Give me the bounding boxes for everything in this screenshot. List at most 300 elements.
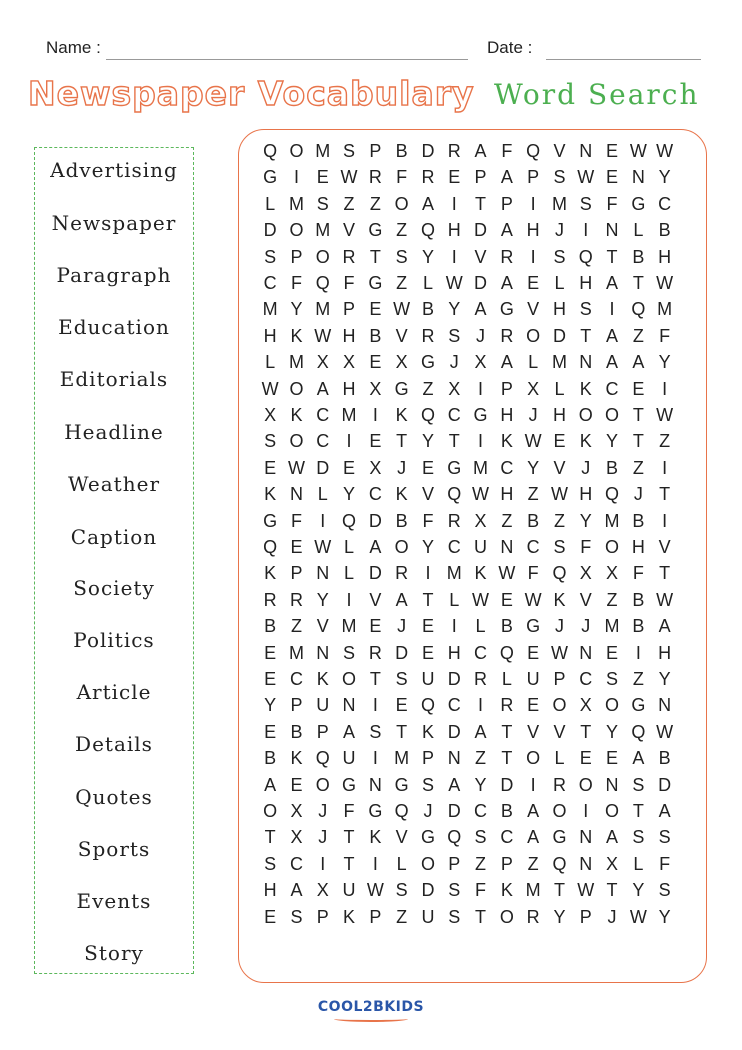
grid-cell[interactable]: O bbox=[289, 378, 304, 399]
grid-cell[interactable]: C bbox=[500, 457, 514, 478]
grid-cell[interactable]: B bbox=[500, 801, 513, 821]
grid-cell[interactable]: P bbox=[474, 167, 487, 188]
grid-cell[interactable]: A bbox=[606, 827, 619, 848]
grid-cell[interactable]: B bbox=[658, 220, 671, 241]
grid-cell[interactable]: L bbox=[528, 352, 539, 373]
grid-cell[interactable]: T bbox=[580, 721, 592, 742]
grid-cell[interactable]: E bbox=[316, 167, 329, 188]
grid-cell[interactable]: H bbox=[579, 484, 593, 505]
grid-cell[interactable]: W bbox=[550, 642, 568, 663]
grid-cell[interactable]: G bbox=[499, 299, 514, 320]
grid-cell[interactable]: Q bbox=[578, 246, 593, 267]
grid-cell[interactable]: O bbox=[526, 748, 541, 769]
grid-cell[interactable]: C bbox=[289, 853, 303, 874]
grid-cell[interactable]: R bbox=[447, 141, 461, 161]
grid-cell[interactable]: T bbox=[369, 669, 381, 689]
grid-cell[interactable]: O bbox=[342, 669, 357, 689]
grid-cell[interactable]: A bbox=[500, 220, 513, 241]
grid-cell[interactable]: E bbox=[369, 352, 382, 373]
grid-cell[interactable]: T bbox=[501, 748, 513, 769]
grid-cell[interactable]: Z bbox=[659, 431, 671, 452]
grid-cell[interactable]: A bbox=[343, 721, 356, 742]
grid-cell[interactable]: Q bbox=[526, 141, 541, 161]
grid-cell[interactable]: D bbox=[552, 325, 566, 346]
grid-cell[interactable]: B bbox=[264, 748, 277, 769]
grid-cell[interactable]: G bbox=[263, 167, 278, 188]
grid-cell[interactable]: E bbox=[395, 695, 408, 716]
grid-cell[interactable]: M bbox=[657, 299, 673, 320]
grid-cell[interactable]: D bbox=[474, 273, 488, 293]
grid-cell[interactable]: E bbox=[290, 774, 303, 795]
grid-cell[interactable]: I bbox=[662, 510, 668, 531]
grid-cell[interactable]: W bbox=[524, 431, 542, 452]
grid-cell[interactable]: Q bbox=[631, 721, 646, 742]
grid-cell[interactable]: E bbox=[264, 906, 277, 927]
grid-cell[interactable]: M bbox=[525, 880, 541, 901]
grid-cell[interactable]: M bbox=[288, 642, 304, 663]
grid-cell[interactable]: F bbox=[475, 880, 487, 901]
grid-cell[interactable]: I bbox=[320, 853, 326, 874]
grid-cell[interactable]: S bbox=[290, 906, 303, 927]
grid-cell[interactable]: N bbox=[289, 484, 303, 505]
grid-cell[interactable]: B bbox=[500, 616, 513, 637]
grid-cell[interactable]: V bbox=[343, 220, 356, 241]
grid-cell[interactable]: Z bbox=[527, 484, 539, 505]
grid-cell[interactable]: A bbox=[500, 273, 513, 293]
grid-cell[interactable]: B bbox=[632, 616, 645, 637]
grid-cell[interactable]: I bbox=[530, 774, 536, 795]
grid-cell[interactable]: P bbox=[500, 193, 513, 214]
grid-cell[interactable]: I bbox=[662, 378, 668, 399]
grid-cell[interactable]: M bbox=[604, 510, 620, 531]
grid-cell[interactable]: C bbox=[605, 378, 619, 399]
grid-cell[interactable]: S bbox=[395, 669, 408, 689]
grid-cell[interactable]: F bbox=[659, 853, 671, 874]
grid-cell[interactable]: V bbox=[316, 616, 329, 637]
grid-cell[interactable]: W bbox=[314, 537, 332, 557]
grid-cell[interactable]: P bbox=[579, 906, 592, 927]
grid-cell[interactable]: H bbox=[552, 405, 566, 425]
grid-cell[interactable]: A bbox=[606, 273, 619, 293]
grid-cell[interactable]: E bbox=[290, 537, 303, 557]
grid-cell[interactable]: L bbox=[554, 378, 565, 399]
grid-cell[interactable]: N bbox=[605, 220, 619, 241]
grid-cell[interactable]: P bbox=[500, 853, 513, 874]
grid-cell[interactable]: A bbox=[421, 193, 434, 214]
grid-cell[interactable]: K bbox=[421, 721, 434, 742]
grid-cell[interactable]: O bbox=[315, 774, 330, 795]
grid-cell[interactable]: S bbox=[632, 827, 645, 848]
grid-cell[interactable]: K bbox=[343, 906, 356, 927]
grid-cell[interactable]: G bbox=[368, 273, 383, 293]
grid-cell[interactable]: T bbox=[632, 405, 644, 425]
grid-cell[interactable]: J bbox=[397, 457, 407, 478]
grid-cell[interactable]: O bbox=[289, 431, 304, 452]
grid-cell[interactable]: L bbox=[344, 537, 355, 557]
grid-cell[interactable]: L bbox=[396, 853, 407, 874]
grid-cell[interactable]: Y bbox=[553, 906, 566, 927]
grid-cell[interactable]: D bbox=[421, 141, 435, 161]
grid-cell[interactable]: X bbox=[290, 801, 303, 821]
grid-cell[interactable]: B bbox=[632, 246, 645, 267]
grid-cell[interactable]: M bbox=[394, 748, 410, 769]
grid-cell[interactable]: Y bbox=[474, 774, 487, 795]
grid-cell[interactable]: R bbox=[263, 589, 277, 610]
grid-cell[interactable]: U bbox=[342, 880, 356, 901]
grid-cell[interactable]: J bbox=[397, 616, 407, 637]
grid-cell[interactable]: C bbox=[658, 193, 672, 214]
grid-cell[interactable]: P bbox=[448, 853, 461, 874]
grid-cell[interactable]: G bbox=[631, 193, 646, 214]
name-field[interactable] bbox=[106, 59, 468, 60]
grid-cell[interactable]: I bbox=[478, 431, 484, 452]
grid-cell[interactable]: F bbox=[580, 537, 592, 557]
grid-cell[interactable]: J bbox=[554, 616, 564, 637]
grid-cell[interactable]: R bbox=[500, 325, 514, 346]
grid-cell[interactable]: N bbox=[342, 695, 356, 716]
grid-cell[interactable]: P bbox=[290, 695, 303, 716]
grid-cell[interactable]: X bbox=[527, 378, 540, 399]
date-field[interactable] bbox=[546, 59, 701, 60]
grid-cell[interactable]: T bbox=[369, 246, 381, 267]
grid-cell[interactable]: Y bbox=[658, 167, 671, 188]
grid-cell[interactable]: N bbox=[658, 695, 672, 716]
grid-cell[interactable]: O bbox=[605, 405, 620, 425]
grid-cell[interactable]: P bbox=[553, 669, 566, 689]
grid-cell[interactable]: L bbox=[554, 273, 565, 293]
grid-cell[interactable]: G bbox=[368, 220, 383, 241]
grid-cell[interactable]: Y bbox=[606, 431, 619, 452]
grid-cell[interactable]: T bbox=[606, 246, 618, 267]
grid-cell[interactable]: X bbox=[606, 563, 619, 584]
grid-cell[interactable]: U bbox=[342, 748, 356, 769]
grid-cell[interactable]: I bbox=[372, 748, 378, 769]
grid-cell[interactable]: W bbox=[393, 299, 411, 320]
grid-cell[interactable]: Q bbox=[552, 853, 567, 874]
grid-cell[interactable]: E bbox=[343, 457, 356, 478]
grid-cell[interactable]: E bbox=[500, 589, 513, 610]
grid-cell[interactable]: S bbox=[264, 431, 277, 452]
grid-cell[interactable]: Z bbox=[475, 853, 487, 874]
grid-cell[interactable]: X bbox=[369, 378, 382, 399]
grid-cell[interactable]: W bbox=[524, 589, 542, 610]
grid-cell[interactable]: S bbox=[632, 774, 645, 795]
grid-cell[interactable]: S bbox=[474, 827, 487, 848]
grid-cell[interactable]: Y bbox=[421, 246, 434, 267]
grid-cell[interactable]: O bbox=[315, 246, 330, 267]
grid-cell[interactable]: S bbox=[343, 141, 356, 161]
grid-cell[interactable]: A bbox=[369, 537, 382, 557]
grid-cell[interactable]: E bbox=[553, 431, 566, 452]
grid-cell[interactable]: O bbox=[289, 220, 304, 241]
grid-cell[interactable]: V bbox=[553, 457, 566, 478]
grid-cell[interactable]: Q bbox=[315, 273, 330, 293]
grid-cell[interactable]: Z bbox=[501, 510, 513, 531]
grid-cell[interactable]: H bbox=[552, 299, 566, 320]
grid-cell[interactable]: L bbox=[475, 616, 486, 637]
grid-cell[interactable]: Y bbox=[343, 484, 356, 505]
grid-cell[interactable]: B bbox=[606, 457, 619, 478]
grid-cell[interactable]: V bbox=[421, 484, 434, 505]
grid-cell[interactable]: A bbox=[632, 352, 645, 373]
grid-cell[interactable]: S bbox=[395, 880, 408, 901]
grid-cell[interactable]: D bbox=[421, 880, 435, 901]
grid-cell[interactable]: J bbox=[449, 352, 459, 373]
grid-cell[interactable]: K bbox=[579, 431, 592, 452]
grid-cell[interactable]: F bbox=[606, 193, 618, 214]
grid-cell[interactable]: O bbox=[552, 801, 567, 821]
grid-cell[interactable]: O bbox=[499, 906, 514, 927]
grid-cell[interactable]: N bbox=[579, 352, 593, 373]
grid-cell[interactable]: O bbox=[552, 695, 567, 716]
grid-cell[interactable]: L bbox=[633, 853, 644, 874]
grid-cell[interactable]: Q bbox=[605, 484, 620, 505]
grid-cell[interactable]: F bbox=[343, 801, 355, 821]
grid-cell[interactable]: K bbox=[264, 484, 277, 505]
grid-cell[interactable]: Q bbox=[420, 405, 435, 425]
grid-cell[interactable]: Q bbox=[447, 484, 462, 505]
grid-cell[interactable]: Y bbox=[632, 880, 645, 901]
grid-cell[interactable]: L bbox=[344, 563, 355, 584]
grid-cell[interactable]: S bbox=[553, 167, 566, 188]
grid-cell[interactable]: T bbox=[606, 880, 618, 901]
grid-cell[interactable]: W bbox=[656, 273, 674, 293]
grid-cell[interactable]: X bbox=[316, 880, 329, 901]
grid-cell[interactable]: F bbox=[632, 563, 644, 584]
grid-cell[interactable]: A bbox=[474, 721, 487, 742]
grid-cell[interactable]: F bbox=[659, 325, 671, 346]
grid-cell[interactable]: D bbox=[368, 510, 382, 531]
grid-cell[interactable]: A bbox=[658, 616, 671, 637]
grid-cell[interactable]: I bbox=[451, 193, 457, 214]
grid-cell[interactable]: F bbox=[422, 510, 434, 531]
grid-cell[interactable]: I bbox=[346, 589, 352, 610]
grid-cell[interactable]: A bbox=[606, 325, 619, 346]
grid-cell[interactable]: A bbox=[527, 801, 540, 821]
grid-cell[interactable]: T bbox=[580, 325, 592, 346]
grid-cell[interactable]: Y bbox=[658, 669, 671, 689]
grid-cell[interactable]: D bbox=[447, 801, 461, 821]
grid-cell[interactable]: X bbox=[290, 827, 303, 848]
grid-cell[interactable]: N bbox=[447, 748, 461, 769]
grid-cell[interactable]: T bbox=[396, 431, 408, 452]
grid-cell[interactable]: O bbox=[394, 193, 409, 214]
grid-cell[interactable]: P bbox=[421, 748, 434, 769]
grid-cell[interactable]: S bbox=[395, 246, 408, 267]
grid-cell[interactable]: K bbox=[395, 405, 408, 425]
grid-cell[interactable]: E bbox=[369, 431, 382, 452]
grid-cell[interactable]: F bbox=[396, 167, 408, 188]
grid-cell[interactable]: P bbox=[369, 141, 382, 161]
grid-cell[interactable]: Q bbox=[420, 695, 435, 716]
grid-cell[interactable]: H bbox=[342, 378, 356, 399]
grid-cell[interactable]: P bbox=[316, 721, 329, 742]
grid-cell[interactable]: K bbox=[579, 378, 592, 399]
grid-cell[interactable]: L bbox=[265, 193, 276, 214]
grid-cell[interactable]: R bbox=[289, 589, 303, 610]
grid-cell[interactable]: W bbox=[577, 880, 595, 901]
grid-cell[interactable]: H bbox=[447, 220, 461, 241]
grid-cell[interactable]: S bbox=[448, 880, 461, 901]
grid-cell[interactable]: N bbox=[316, 642, 330, 663]
grid-cell[interactable]: Y bbox=[658, 906, 671, 927]
grid-cell[interactable]: W bbox=[656, 589, 674, 610]
grid-cell[interactable]: F bbox=[527, 563, 539, 584]
grid-cell[interactable]: I bbox=[478, 695, 484, 716]
grid-cell[interactable]: X bbox=[264, 405, 277, 425]
grid-cell[interactable]: B bbox=[395, 141, 408, 161]
grid-cell[interactable]: C bbox=[447, 405, 461, 425]
grid-cell[interactable]: G bbox=[263, 510, 278, 531]
grid-cell[interactable]: O bbox=[289, 141, 304, 161]
grid-cell[interactable]: G bbox=[631, 695, 646, 716]
grid-cell[interactable]: Q bbox=[420, 220, 435, 241]
grid-cell[interactable]: M bbox=[446, 563, 462, 584]
grid-cell[interactable]: A bbox=[500, 352, 513, 373]
grid-cell[interactable]: G bbox=[447, 457, 462, 478]
grid-cell[interactable]: Z bbox=[343, 193, 355, 214]
grid-cell[interactable]: M bbox=[315, 141, 331, 161]
grid-cell[interactable]: D bbox=[447, 721, 461, 742]
grid-cell[interactable]: I bbox=[530, 246, 536, 267]
grid-cell[interactable]: H bbox=[500, 484, 514, 505]
grid-cell[interactable]: K bbox=[553, 589, 566, 610]
grid-cell[interactable]: T bbox=[422, 589, 434, 610]
grid-cell[interactable]: B bbox=[527, 510, 540, 531]
grid-cell[interactable]: I bbox=[478, 378, 484, 399]
grid-cell[interactable]: E bbox=[606, 642, 619, 663]
grid-cell[interactable]: C bbox=[447, 537, 461, 557]
grid-cell[interactable]: D bbox=[474, 220, 488, 241]
grid-cell[interactable]: W bbox=[314, 325, 332, 346]
grid-cell[interactable]: D bbox=[368, 563, 382, 584]
grid-cell[interactable]: R bbox=[500, 695, 514, 716]
grid-cell[interactable]: Z bbox=[396, 273, 408, 293]
grid-cell[interactable]: N bbox=[631, 167, 645, 188]
grid-cell[interactable]: J bbox=[581, 616, 591, 637]
grid-cell[interactable]: Y bbox=[606, 721, 619, 742]
grid-cell[interactable]: B bbox=[264, 616, 277, 637]
grid-cell[interactable]: E bbox=[632, 378, 645, 399]
grid-cell[interactable]: L bbox=[265, 352, 276, 373]
grid-cell[interactable]: I bbox=[451, 246, 457, 267]
grid-cell[interactable]: O bbox=[605, 537, 620, 557]
grid-cell[interactable]: P bbox=[290, 246, 303, 267]
grid-cell[interactable]: R bbox=[395, 563, 409, 584]
grid-cell[interactable]: E bbox=[448, 167, 461, 188]
grid-cell[interactable]: S bbox=[658, 827, 671, 848]
grid-cell[interactable]: D bbox=[500, 774, 514, 795]
grid-cell[interactable]: X bbox=[369, 457, 382, 478]
grid-cell[interactable]: X bbox=[343, 352, 356, 373]
grid-cell[interactable]: C bbox=[579, 669, 593, 689]
grid-cell[interactable]: H bbox=[342, 325, 356, 346]
grid-cell[interactable]: T bbox=[501, 721, 513, 742]
grid-cell[interactable]: A bbox=[527, 827, 540, 848]
grid-cell[interactable]: I bbox=[320, 510, 326, 531]
grid-cell[interactable]: J bbox=[633, 484, 643, 505]
grid-cell[interactable]: E bbox=[264, 457, 277, 478]
grid-cell[interactable]: Y bbox=[421, 537, 434, 557]
grid-cell[interactable]: W bbox=[287, 457, 305, 478]
grid-cell[interactable]: C bbox=[474, 801, 488, 821]
grid-cell[interactable]: M bbox=[473, 457, 489, 478]
grid-cell[interactable]: N bbox=[605, 774, 619, 795]
grid-cell[interactable]: J bbox=[318, 827, 328, 848]
grid-cell[interactable]: Y bbox=[316, 589, 329, 610]
grid-cell[interactable]: N bbox=[579, 141, 593, 161]
grid-cell[interactable]: E bbox=[606, 748, 619, 769]
grid-cell[interactable]: C bbox=[316, 405, 330, 425]
grid-cell[interactable]: T bbox=[396, 721, 408, 742]
grid-cell[interactable]: E bbox=[264, 669, 277, 689]
grid-cell[interactable]: E bbox=[527, 273, 540, 293]
grid-cell[interactable]: I bbox=[635, 642, 641, 663]
grid-cell[interactable]: R bbox=[500, 246, 514, 267]
grid-cell[interactable]: B bbox=[421, 299, 434, 320]
grid-cell[interactable]: W bbox=[629, 906, 647, 927]
grid-cell[interactable]: C bbox=[289, 669, 303, 689]
grid-cell[interactable]: T bbox=[475, 193, 487, 214]
grid-cell[interactable]: O bbox=[578, 405, 593, 425]
grid-cell[interactable]: N bbox=[579, 642, 593, 663]
grid-cell[interactable]: I bbox=[372, 405, 378, 425]
grid-cell[interactable]: E bbox=[421, 457, 434, 478]
grid-cell[interactable]: E bbox=[264, 642, 277, 663]
grid-cell[interactable]: Y bbox=[421, 431, 434, 452]
grid-cell[interactable]: K bbox=[474, 563, 487, 584]
grid-cell[interactable]: W bbox=[550, 484, 568, 505]
grid-cell[interactable]: B bbox=[395, 510, 408, 531]
grid-cell[interactable]: E bbox=[421, 642, 434, 663]
grid-cell[interactable]: S bbox=[421, 774, 434, 795]
grid-cell[interactable]: T bbox=[659, 563, 671, 584]
grid-cell[interactable]: Q bbox=[394, 801, 409, 821]
grid-cell[interactable]: Z bbox=[553, 510, 565, 531]
grid-cell[interactable]: D bbox=[316, 457, 330, 478]
grid-cell[interactable]: M bbox=[551, 352, 567, 373]
grid-cell[interactable]: U bbox=[421, 669, 435, 689]
grid-cell[interactable]: M bbox=[288, 193, 304, 214]
grid-cell[interactable]: H bbox=[579, 273, 593, 293]
grid-cell[interactable]: C bbox=[447, 695, 461, 716]
grid-cell[interactable]: H bbox=[658, 642, 672, 663]
grid-cell[interactable]: E bbox=[421, 616, 434, 637]
grid-cell[interactable]: L bbox=[317, 484, 328, 505]
grid-cell[interactable]: H bbox=[500, 405, 514, 425]
grid-cell[interactable]: Z bbox=[422, 378, 434, 399]
grid-cell[interactable]: Z bbox=[369, 193, 381, 214]
grid-cell[interactable]: G bbox=[526, 616, 541, 637]
grid-cell[interactable]: X bbox=[579, 695, 592, 716]
grid-cell[interactable]: Z bbox=[290, 616, 302, 637]
grid-cell[interactable]: Y bbox=[290, 299, 303, 320]
grid-cell[interactable]: V bbox=[527, 721, 540, 742]
grid-cell[interactable]: K bbox=[500, 880, 513, 901]
grid-cell[interactable]: V bbox=[579, 589, 592, 610]
grid-cell[interactable]: I bbox=[451, 616, 457, 637]
grid-cell[interactable]: S bbox=[264, 853, 277, 874]
grid-cell[interactable]: S bbox=[606, 669, 619, 689]
grid-cell[interactable]: W bbox=[629, 141, 647, 161]
grid-cell[interactable]: R bbox=[368, 167, 382, 188]
grid-cell[interactable]: I bbox=[609, 299, 615, 320]
grid-cell[interactable]: V bbox=[553, 141, 566, 161]
grid-cell[interactable]: Q bbox=[342, 510, 357, 531]
grid-cell[interactable]: K bbox=[369, 827, 382, 848]
grid-cell[interactable]: L bbox=[633, 220, 644, 241]
grid-cell[interactable]: W bbox=[472, 589, 490, 610]
